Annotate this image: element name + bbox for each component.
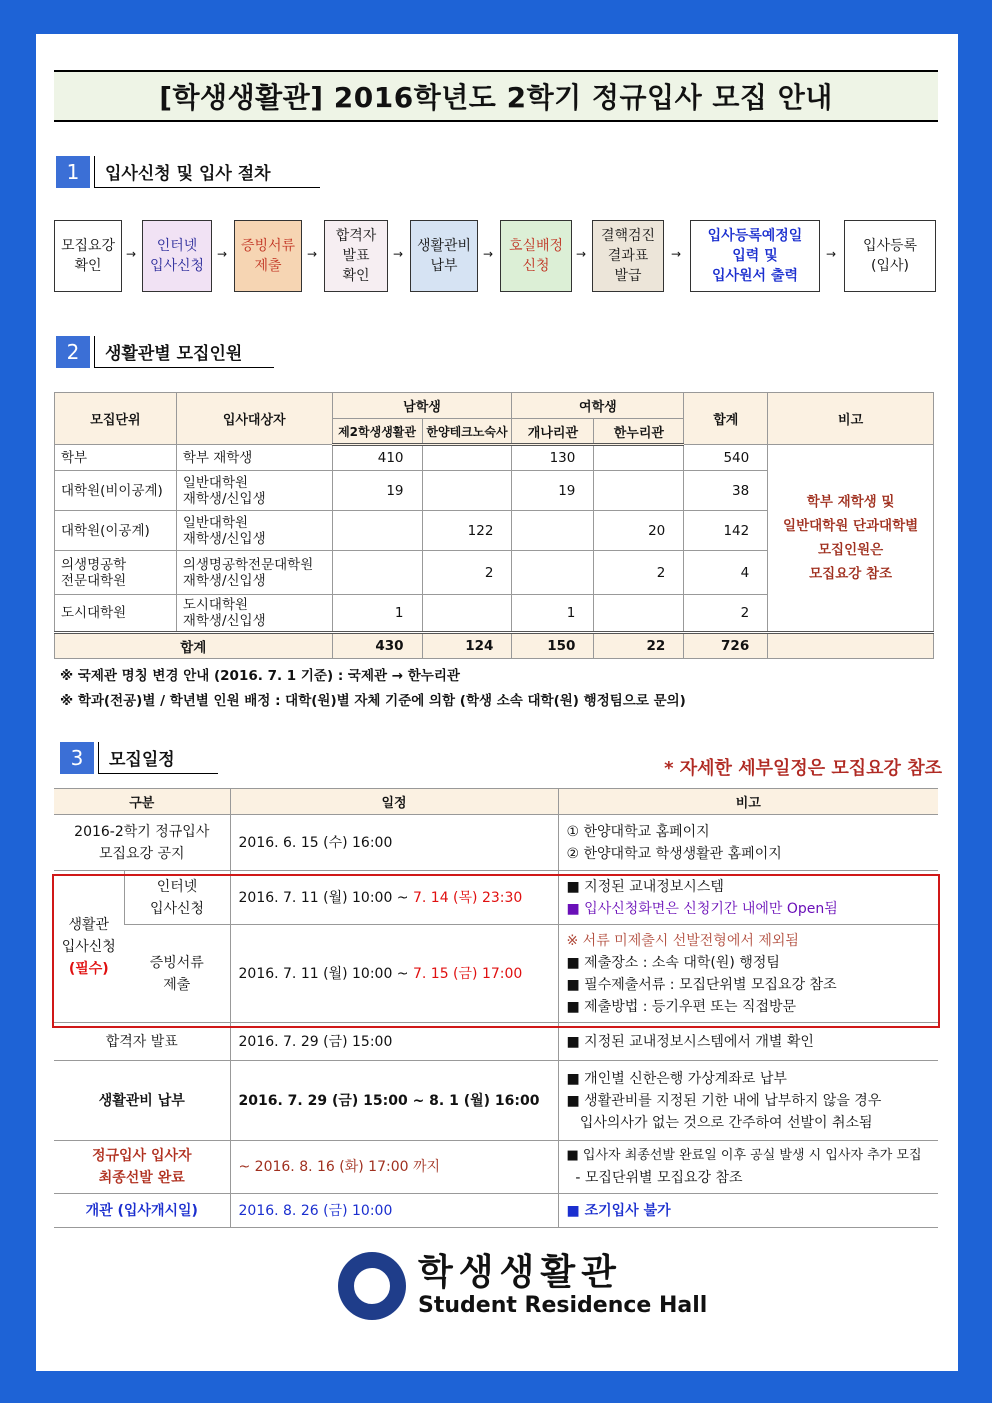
footer-name-ko: 학생생활관 [418,1252,622,1293]
arrow-right-icon: → [393,247,404,261]
online-schedule [230,871,558,925]
section1-title: 입사신청 및 입사 절차 [94,156,320,188]
online-schedule-end: 7. 14 (목) 23:30 [412,889,523,906]
header-female: 여학생 [512,393,684,419]
note-rename: ※ 국제관 명칭 변경 안내 (2016. 7. 1 기준) : 국제관 → 한누리관 [60,668,460,684]
docs-remark-2: ■ 필수제출서류 : 모집단위별 모집요강 참조 [566,976,837,993]
arrow-right-icon: → [483,247,494,261]
final-category: 정규입사 입사자 최종선발 완료 [54,1141,230,1194]
opening-remark: ■ 조기입사 불가 [558,1194,938,1228]
cell-d3: 1 [512,595,594,633]
cell-target: 의생명공학전문대학원 재학생/신입생 [176,551,332,595]
schedule-detail-note: * 자세한 세부일정은 모집요강 참조 [664,758,942,779]
cell-d4 [594,471,684,511]
section2-number: 2 [56,336,90,368]
procedure-step: 증빙서류 제출 [234,220,302,292]
header-dorm2: 한양테크노숙사 [422,419,512,445]
page-title-box [54,70,938,122]
capacity-notes [60,664,686,714]
final-remark-2: - 모집단위별 모집요강 참조 [566,1170,743,1186]
online-schedule-start: 2016. 7. 11 (월) 10:00 ~ [238,889,413,906]
cell-d4: 20 [594,511,684,551]
cell-d3 [512,511,594,551]
opening-schedule: 2016. 8. 26 (금) 10:00 [230,1194,558,1228]
cell-target: 일반대학원 재학생/신입생 [176,511,332,551]
cell-d2 [422,445,512,471]
total-label: 합계 [55,633,333,659]
section3-number: 3 [60,742,94,774]
arrow-right-icon: → [576,247,587,261]
payment-schedule: 2016. 7. 29 (금) 15:00 ~ 8. 1 (월) 16:00 [230,1061,558,1141]
docs-warning: ※ 서류 미제출시 선발전형에서 제외됨 [566,932,799,949]
docs-schedule-end: 7. 15 (금) 17:00 [412,965,523,982]
cell-d3 [512,551,594,595]
cell-d1: 19 [332,471,422,511]
arrow-right-icon: → [671,247,682,261]
page [36,34,958,1371]
section2-header [56,336,274,368]
notice-remark-1: ① 한양대학교 홈페이지 [566,823,710,840]
total-remark-empty [768,633,934,659]
table-row [54,1061,938,1141]
cell-total: 4 [684,551,768,595]
page-title: [학생생활관] 2016학년도 2학기 정규입사 모집 안내 [159,81,833,114]
header-dorm1: 제2학생생활관 [332,419,422,445]
cell-total: 540 [684,445,768,471]
cell-d1 [332,511,422,551]
cell-total: 142 [684,511,768,551]
cell-d3: 130 [512,445,594,471]
total-d2: 124 [422,633,512,659]
procedure-step: 입사등록예정일 입력 및 입사원서 출력 [690,220,820,292]
notice-schedule: 2016. 6. 15 (수) 16:00 [230,815,558,871]
cell-target: 학부 재학생 [176,445,332,471]
section1-header [56,156,320,188]
final-remarks [558,1141,938,1194]
cell-d2 [422,471,512,511]
docs-schedule-start: 2016. 7. 11 (월) 10:00 ~ [238,965,413,982]
docs-remarks [558,925,938,1023]
header-dorm4: 한누리관 [594,419,684,445]
final-schedule: ~ 2016. 8. 16 (화) 17:00 까지 [230,1141,558,1194]
cell-d2: 2 [422,551,512,595]
cell-total: 38 [684,471,768,511]
cell-unit: 학부 [55,445,177,471]
section3-header [60,742,218,774]
announce-remark: ■ 지정된 교내정보시스템에서 개별 확인 [558,1023,938,1061]
procedure-step: 입사등록 (입사) [844,220,936,292]
header-total: 합계 [684,393,768,445]
total-total: 726 [684,633,768,659]
header-target: 입사대상자 [176,393,332,445]
procedure-step: 호실배정 신청 [500,220,572,292]
arrow-right-icon: → [126,247,137,261]
cell-target: 도시대학원 재학생/신입생 [176,595,332,633]
payment-remark-2: ■ 생활관비를 지정된 기한 내에 납부하지 않을 경우 [566,1092,882,1109]
procedure-step: 모집요강 확인 [54,220,122,292]
arrow-right-icon: → [307,247,318,261]
schedule-table [54,788,938,1228]
docs-remark-3: ■ 제출방법 : 등기우편 또는 직접방문 [566,998,797,1015]
header-unit: 모집단위 [55,393,177,445]
header-category: 구분 [54,789,230,815]
total-row [55,633,934,659]
header-remark: 비고 [558,789,938,815]
payment-category: 생활관비 납부 [54,1061,230,1141]
university-seal-icon [338,1252,406,1320]
total-d1: 430 [332,633,422,659]
header-male: 남학생 [332,393,512,419]
cell-d4 [594,445,684,471]
cell-d2: 122 [422,511,512,551]
procedure-step: 결핵검진 결과표 발급 [592,220,664,292]
cell-d1: 410 [332,445,422,471]
procedure-step: 인터넷 입사신청 [142,220,212,292]
cell-d4 [594,595,684,633]
online-remarks [558,871,938,925]
cell-unit: 대학원(이공계) [55,511,177,551]
cell-d2 [422,595,512,633]
online-category: 인터넷 입사신청 [124,871,230,925]
section1-number: 1 [56,156,90,188]
table-row [54,1141,938,1194]
payment-remarks [558,1061,938,1141]
table-row [54,871,938,925]
table-row [54,925,938,1023]
total-d4: 22 [594,633,684,659]
cell-unit: 의생명공학 전문대학원 [55,551,177,595]
required-badge: (필수) [68,960,109,977]
notice-remark-2: ② 한양대학교 학생생활관 홈페이지 [566,845,782,862]
opening-category: 개관 (입사개시일) [54,1194,230,1228]
total-d3: 150 [512,633,594,659]
section2-title: 생활관별 모집인원 [94,336,274,368]
arrow-right-icon: → [826,247,837,261]
footer [338,1252,707,1320]
procedure-step: 생활관비 납부 [410,220,478,292]
docs-remark-1: ■ 제출장소 : 소속 대학(원) 행정팀 [566,954,780,971]
cell-d1: 1 [332,595,422,633]
header-schedule: 일정 [230,789,558,815]
cell-d4: 2 [594,551,684,595]
table-row [54,815,938,871]
note-allocation: ※ 학과(전공)별 / 학년별 인원 배정 : 대학(원)별 자체 기준에 의함 (학생 소속 대학(원) 행정팀으로 문의) [60,693,686,709]
arrow-right-icon: → [217,247,228,261]
header-remark: 비고 [768,393,934,445]
procedure-step: 합격자 발표 확인 [324,220,388,292]
payment-remark-1: ■ 개인별 신한은행 가상계좌로 납부 [566,1070,787,1087]
notice-category: 2016-2학기 정규입사 모집요강 공지 [54,815,230,871]
cell-total: 2 [684,595,768,633]
footer-name-en: Student Residence Hall [418,1293,708,1318]
table-row [54,1023,938,1061]
procedure-flow [54,220,938,292]
announce-schedule: 2016. 7. 29 (금) 15:00 [230,1023,558,1061]
docs-category: 증빙서류 제출 [124,925,230,1023]
capacity-table [54,392,934,659]
notice-remarks [558,815,938,871]
online-remark-2: ■ 입사신청화면은 신청기간 내에만 Open됨 [566,900,838,917]
remark-cell: 학부 재학생 및 일반대학원 단과대학별 모집인원은 모집요강 참조 [768,445,934,633]
table-row [55,445,934,471]
cell-target: 일반대학원 재학생/신입생 [176,471,332,511]
cell-d1 [332,551,422,595]
docs-schedule [230,925,558,1023]
apply-group-title: 생활관 입사신청 [61,916,116,955]
table-row [54,1194,938,1228]
section3-title: 모집일정 [98,742,218,774]
cell-unit: 도시대학원 [55,595,177,633]
online-remark-1: ■ 지정된 교내정보시스템 [566,878,724,895]
announce-category: 합격자 발표 [54,1023,230,1061]
header-dorm3: 개나리관 [512,419,594,445]
final-remark-1: ■ 입사자 최종선발 완료일 이후 공실 발생 시 입사자 추가 모집 [566,1148,922,1163]
cell-d3: 19 [512,471,594,511]
cell-unit: 대학원(비이공계) [55,471,177,511]
apply-group-label [54,871,124,1023]
payment-remark-3: 입사의사가 없는 것으로 간주하여 선발이 취소됨 [566,1114,873,1131]
